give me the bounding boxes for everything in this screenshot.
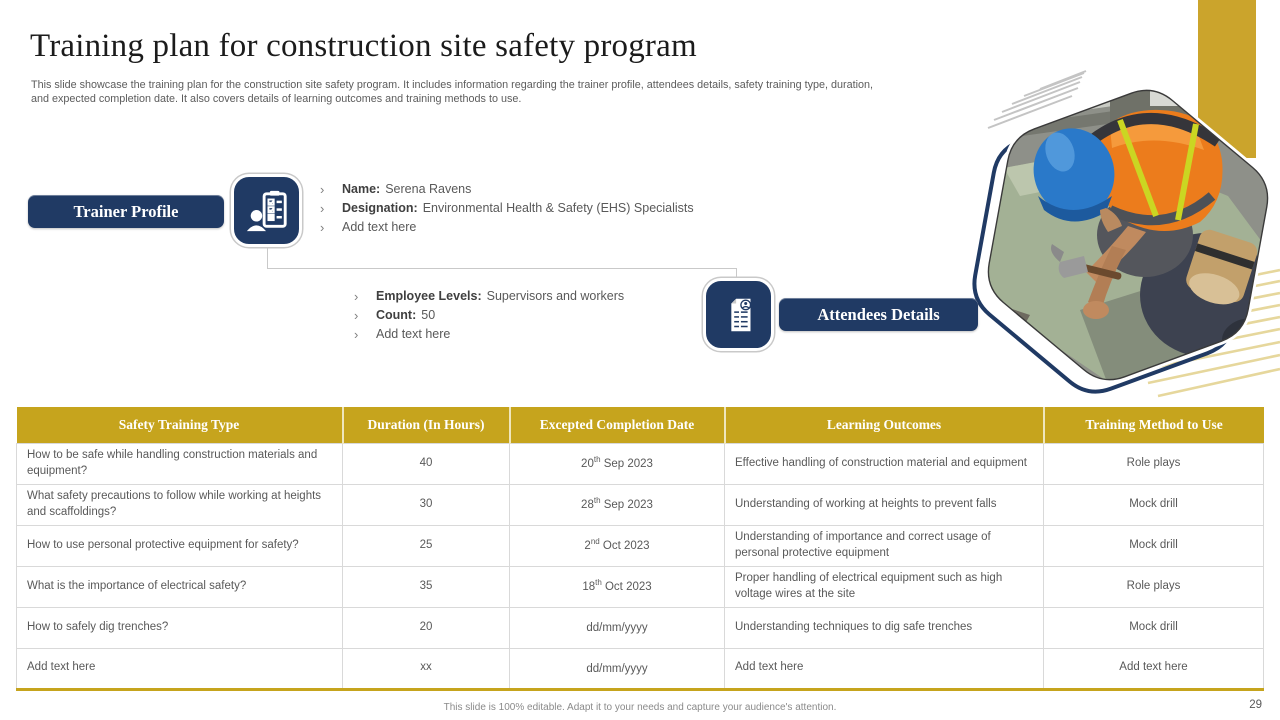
bullet-chevron: ›: [320, 220, 325, 235]
attendees-bullet-levels: [352, 287, 624, 306]
bullet-text: 50: [421, 308, 436, 322]
construction-worker-photo: [960, 0, 1280, 410]
bullet-label: Count:: [376, 308, 417, 322]
attendee-list-icon: [716, 291, 762, 339]
cell-duration: 25: [343, 525, 510, 566]
cell-date: 28th Sep 2023: [510, 484, 725, 525]
trainer-bullet-placeholder[interactable]: [318, 218, 694, 237]
trainer-clipboard-icon: [244, 187, 290, 235]
cell-date: 2nd Oct 2023: [510, 525, 725, 566]
cell-date-placeholder[interactable]: dd/mm/yyyy: [510, 648, 725, 689]
header-learning-outcomes: Learning Outcomes: [725, 407, 1044, 443]
cell-method: Mock drill: [1044, 484, 1264, 525]
cell-outcome: Understanding of working at heights to prevent falls: [725, 484, 1044, 525]
trainer-bullet-designation: [318, 199, 694, 218]
cell-outcome: Understanding techniques to dig safe trenches: [725, 607, 1044, 648]
cell-duration-placeholder[interactable]: xx: [343, 648, 510, 689]
bullet-chevron: ›: [320, 201, 325, 216]
bullet-label: Employee Levels:: [376, 289, 482, 303]
cell-training-type: How to be safe while handling construction materials and equipment?: [17, 443, 343, 484]
training-table-container: [16, 407, 1263, 691]
cell-training-type: How to use personal protective equipment for safety?: [17, 525, 343, 566]
cell-method: Role plays: [1044, 443, 1264, 484]
bullet-text[interactable]: Add text here: [376, 327, 451, 341]
page-title: Training plan for construction site safety program: [30, 28, 697, 64]
bullet-text[interactable]: Add text here: [342, 220, 417, 234]
bullet-chevron: ›: [354, 327, 359, 342]
cell-outcome: Effective handling of construction material and equipment: [725, 443, 1044, 484]
cell-date: 20th Sep 2023: [510, 443, 725, 484]
cell-training-type: How to safely dig trenches?: [17, 607, 343, 648]
cell-method: Role plays: [1044, 566, 1264, 607]
trainer-profile-label[interactable]: [28, 195, 224, 228]
cell-duration: 20: [343, 607, 510, 648]
cell-duration: 35: [343, 566, 510, 607]
bullet-text: Environmental Health & Safety (EHS) Specialists: [422, 201, 694, 215]
header-duration: Duration (In Hours): [343, 407, 510, 443]
cell-date-placeholder[interactable]: dd/mm/yyyy: [510, 607, 725, 648]
bullet-label: Name:: [342, 182, 381, 196]
footer-note: This slide is 100% editable. Adapt it to your needs and capture your audience's attention.: [443, 702, 837, 713]
trainer-details: [318, 180, 694, 237]
training-table: [16, 407, 1264, 691]
cell-outcome-placeholder[interactable]: Add text here: [725, 648, 1044, 689]
cell-method: Mock drill: [1044, 607, 1264, 648]
table-row: [17, 525, 1264, 566]
attendees-details-text: [352, 287, 624, 344]
header-completion-date: Excepted Completion Date: [510, 407, 725, 443]
attendees-details-label[interactable]: [779, 298, 978, 331]
cell-method: Mock drill: [1044, 525, 1264, 566]
connector-vertical-left: [267, 247, 268, 268]
table-row-placeholder: [17, 648, 1264, 689]
cell-outcome: Understanding of importance and correct usage of personal protective equipment: [725, 525, 1044, 566]
page-number: 29: [1249, 699, 1262, 711]
bullet-label: Designation:: [342, 201, 418, 215]
connector-horizontal: [267, 268, 737, 269]
header-training-method: Training Method to Use: [1044, 407, 1264, 443]
attendees-bullet-placeholder[interactable]: [352, 325, 624, 344]
cell-date: 18th Oct 2023: [510, 566, 725, 607]
cell-duration: 40: [343, 443, 510, 484]
attendees-bullet-count: [352, 306, 624, 325]
cell-training-type: What safety precautions to follow while working at heights and scaffoldings?: [17, 484, 343, 525]
table-row: [17, 484, 1264, 525]
table-header-row: [17, 407, 1264, 443]
bullet-chevron: ›: [320, 182, 325, 197]
table-row: [17, 566, 1264, 607]
slide-description: This slide showcase the training plan for the construction site safety program. It includes information regarding the trainer profile, attendees details, safety training type, duration, and expected completion date. It also covers details of learning outcomes and training methods to use.: [31, 79, 874, 105]
cell-method-placeholder[interactable]: Add text here: [1044, 648, 1264, 689]
bullet-text: Supervisors and workers: [486, 289, 625, 303]
bullet-chevron: ›: [354, 308, 359, 323]
bullet-chevron: ›: [354, 289, 359, 304]
attendees-icon-tile: [703, 278, 774, 351]
trainer-bullet-name: [318, 180, 694, 199]
table-row: [17, 607, 1264, 648]
attendees-details-label-text: Attendees Details: [817, 304, 940, 324]
cell-outcome: Proper handling of electrical equipment such as high voltage wires at the site: [725, 566, 1044, 607]
cell-training-type: What is the importance of electrical safety?: [17, 566, 343, 607]
table-row: [17, 443, 1264, 484]
trainer-icon-tile: [231, 174, 302, 247]
trainer-profile-label-text: Trainer Profile: [73, 201, 179, 221]
connector-vertical-right: [736, 268, 737, 278]
cell-duration: 30: [343, 484, 510, 525]
bullet-text: Serena Ravens: [385, 182, 472, 196]
header-safety-training-type: Safety Training Type: [17, 407, 343, 443]
cell-training-type-placeholder[interactable]: Add text here: [17, 648, 343, 689]
